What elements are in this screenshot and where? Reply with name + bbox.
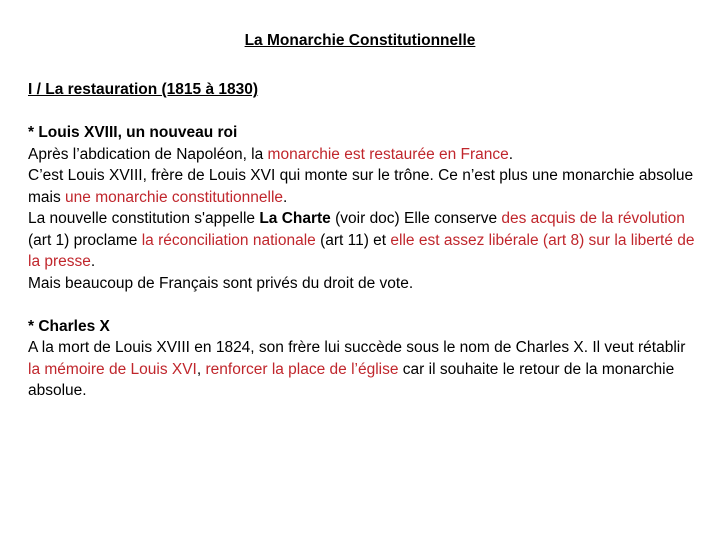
- page-title: La Monarchie Constitutionnelle: [244, 32, 476, 49]
- highlight-text: elle est assez libérale (art 8) sur la liberté de la presse: [28, 231, 695, 270]
- highlight-text: une monarchie constitutionnelle: [65, 188, 284, 206]
- paragraph-charte: [28, 208, 698, 273]
- spacer: [28, 101, 698, 123]
- text-run: (art 11) et: [315, 231, 391, 249]
- text-run: car il souhaite le retour de la monarchie absolue.: [28, 360, 675, 399]
- text-run: .: [508, 145, 514, 163]
- paragraph-abdication: [28, 144, 698, 166]
- highlight-text: la mémoire de Louis XVI: [28, 360, 197, 378]
- paragraph-louis-xviii: [28, 165, 698, 208]
- text-run: Après l’abdication de Napoléon, la: [28, 145, 268, 163]
- text-run: La nouvelle constitution s'appelle: [28, 210, 260, 227]
- highlight-text: des acquis de la révolution: [501, 210, 685, 227]
- text-run: .: [283, 188, 288, 206]
- section-heading: I / La restauration (1815 à 1830): [28, 81, 259, 98]
- text-run: A la mort de Louis XVIII en 1824, son frère lui succède sous le nom de Charles X. Il veut rétablir: [28, 339, 686, 356]
- subsection-title-louis-xviii: * Louis XVIII, un nouveau roi: [28, 124, 238, 141]
- text-run: C’est Louis XVIII, frère de Louis XVI qui monte sur le trône. Ce n’est plus une monarchie absolue mais: [28, 167, 694, 206]
- paragraph-vote: Mais beaucoup de Français sont privés du droit de vote.: [28, 274, 414, 292]
- slide-content: [28, 79, 698, 402]
- text-run: .: [90, 253, 96, 270]
- highlight-text: monarchie est restaurée en France: [267, 145, 509, 163]
- paragraph-charles-x: [28, 337, 698, 402]
- subsection-title-charles-x: * Charles X: [28, 317, 110, 335]
- spacer: [28, 294, 698, 316]
- text-run: (art 1) proclame: [28, 231, 142, 249]
- text-run: ,: [196, 360, 206, 378]
- highlight-text: la réconciliation nationale: [141, 231, 316, 249]
- highlight-text: renforcer la place de l’église: [205, 360, 399, 378]
- bold-text: La Charte: [259, 210, 331, 227]
- text-run: (voir doc) Elle conserve: [330, 210, 502, 227]
